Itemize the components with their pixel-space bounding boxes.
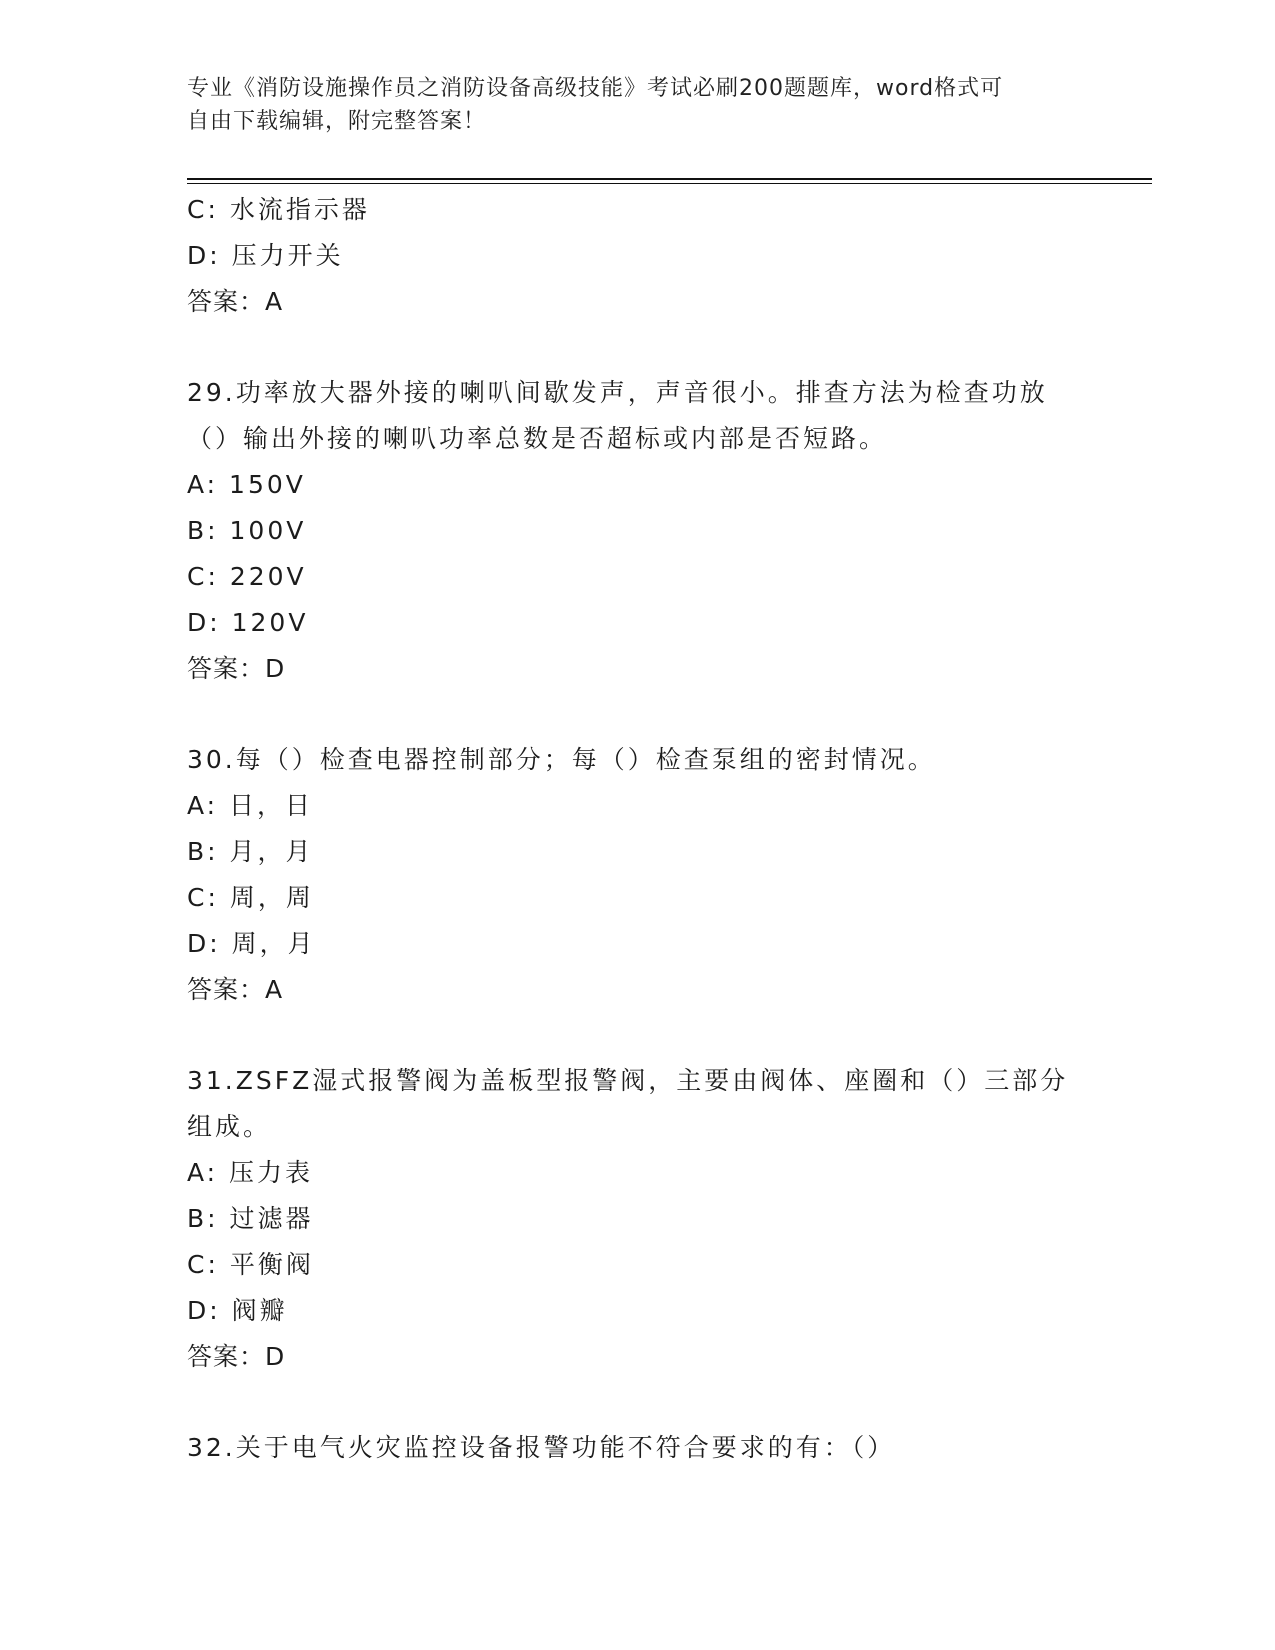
option-c: C: 220V: [187, 562, 307, 591]
spacer: [187, 1013, 1087, 1058]
question-stem-line: （）输出外接的喇叭功率总数是否超标或内部是否短路。: [187, 424, 888, 453]
option-c: C: 周，周: [187, 883, 314, 912]
question-29: [187, 370, 1087, 692]
question-stem-line: 29.功率放大器外接的喇叭间歇发声，声音很小。排查方法为检查功放: [187, 378, 1048, 407]
option-b: B: 100V: [187, 516, 307, 545]
option-b: B: 过滤器: [187, 1204, 314, 1233]
answer-line: 答案：A: [187, 287, 284, 316]
question-32: [187, 1425, 1087, 1471]
header-divider-thin: [187, 183, 1152, 184]
option-c: C: 水流指示器: [187, 195, 370, 224]
option-d: D: 阀瓣: [187, 1296, 288, 1325]
option-b: B: 月，月: [187, 837, 314, 866]
option-a: A: 150V: [187, 470, 306, 499]
answer-line: 答案：D: [187, 1342, 286, 1371]
answer-line: 答案：D: [187, 654, 286, 683]
option-d: D: 压力开关: [187, 241, 344, 270]
option-a: A: 日，日: [187, 791, 314, 820]
option-d: D: 120V: [187, 608, 309, 637]
question-list: [187, 187, 1087, 1471]
header-title-line-1: 专业《消防设施操作员之消防设备高级技能》考试必刷200题题库，word格式可: [187, 76, 1004, 101]
header-divider-thick: [187, 178, 1152, 180]
question-stem-line: 32.关于电气火灾监控设备报警功能不符合要求的有：（）: [187, 1433, 896, 1462]
option-c: C: 平衡阀: [187, 1250, 314, 1279]
option-a: A: 压力表: [187, 1158, 314, 1187]
spacer: [187, 692, 1087, 737]
header-title-line-2: 自由下载编辑，附完整答案！: [187, 109, 487, 134]
question-30: [187, 737, 1087, 1013]
question-31: [187, 1058, 1087, 1380]
question-stem-line: 组成。: [187, 1112, 272, 1141]
question-stem-line: 30.每（）检查电器控制部分；每（）检查泵组的密封情况。: [187, 745, 936, 774]
spacer: [187, 1380, 1087, 1425]
spacer: [187, 325, 1087, 370]
question-stem-line: 31.ZSFZ湿式报警阀为盖板型报警阀，主要由阀体、座圈和（）三部分: [187, 1066, 1069, 1095]
question-28-tail: [187, 187, 1087, 325]
option-d: D: 周，月: [187, 929, 316, 958]
answer-line: 答案：A: [187, 975, 284, 1004]
document-header: [187, 72, 1067, 138]
